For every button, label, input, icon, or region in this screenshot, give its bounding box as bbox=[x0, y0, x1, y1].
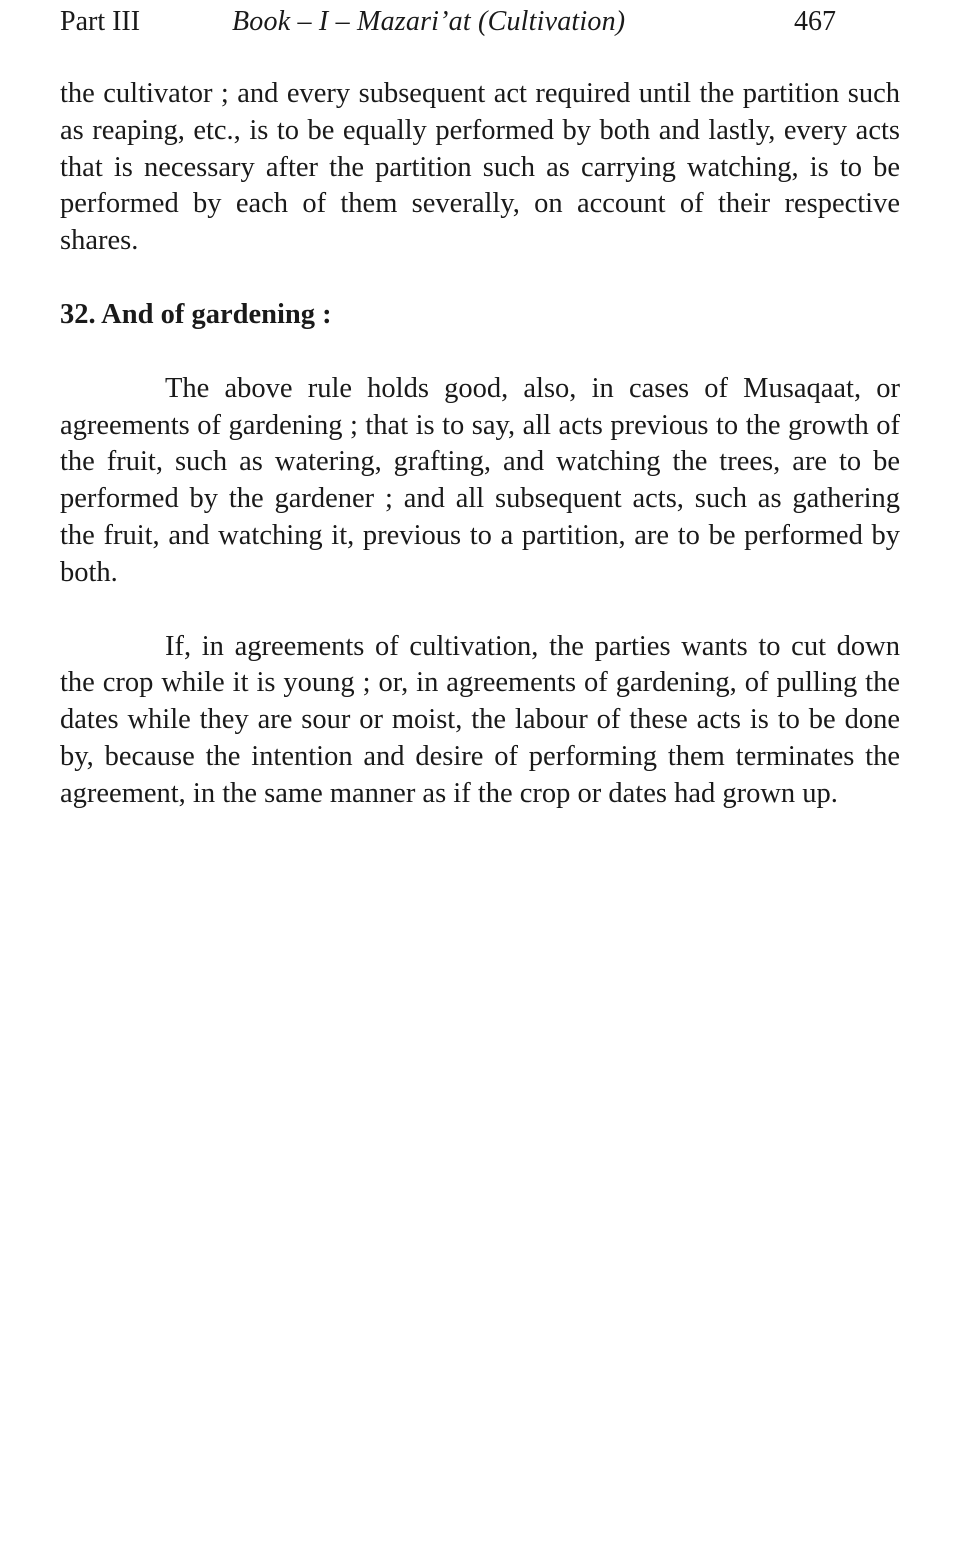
section-heading: 32. And of gardening : bbox=[60, 298, 332, 330]
paragraph-continuation: the cultivator ; and every subsequent act required until the partition such as reaping, etc., is to be equally performed by both and lastly, every acts that is necessary after the partition such as carrying watching, is to be performed by each of them severally, on account of their respective shares. bbox=[60, 78, 900, 257]
header-book-title: Book – I – Mazari’at (Cultivation) bbox=[232, 6, 626, 37]
paragraph-musaqaat: The above rule holds good, also, in cases of Musaqaat, or agreements of gardening ; that is to say, all acts previous to the growth of the fruit, such as watering, grafting, and watching the trees, are to be performed by the gardener ; and all subsequent acts, such as gathering the fruit, and watching it, previous to a partition, are to be performed by both. bbox=[60, 372, 900, 588]
running-header bbox=[60, 0, 900, 44]
header-part-label: Part III bbox=[60, 6, 141, 37]
paragraph-cutting-crop: If, in agreements of cultivation, the parties wants to cut down the crop while it is young ; or, in agreements of gardening, of pulling the dates while they are sour or moist, the labour of these acts is to be done by, because the intention and desire of performing them terminates the agreement, in the same manner as if the crop or dates had grown up. bbox=[60, 630, 900, 809]
book-page bbox=[60, 0, 900, 813]
page-number: 467 bbox=[794, 6, 836, 37]
